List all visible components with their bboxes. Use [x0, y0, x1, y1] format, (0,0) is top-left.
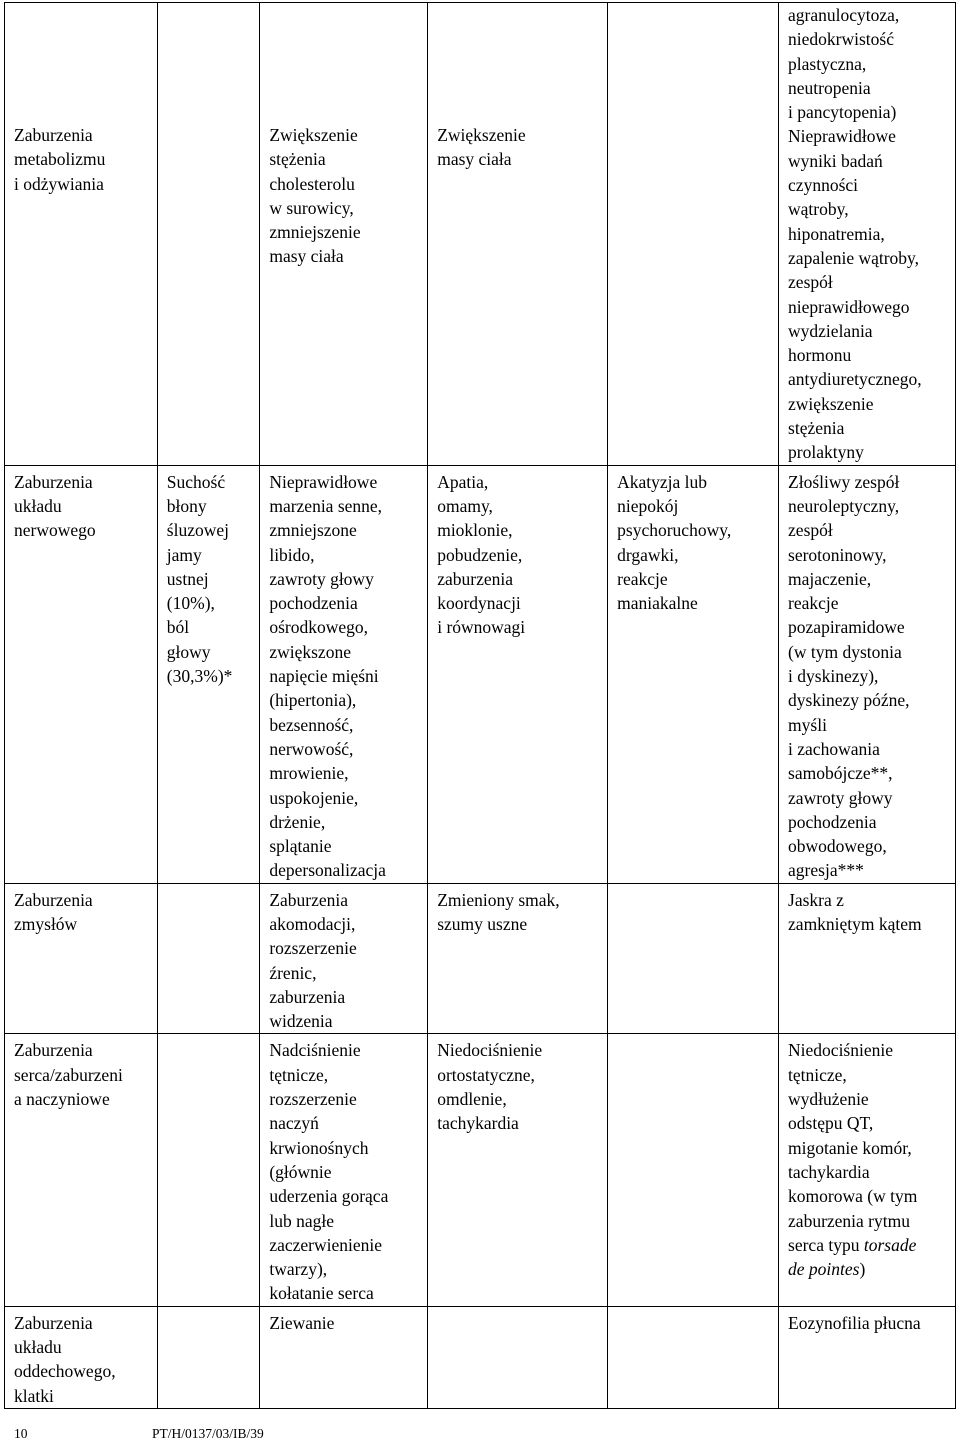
unknown-frequency-cell: agranulocytoza, niedokrwistość plastyczna, neutropenia i pancytopenia) Nieprawidłowe wyniki badań czynności wątroby, hiponatremia, zapalenie wątroby, zespół nieprawidłowego wydzielania hormonu antydiuretycznego, zwiększenie stężenia prolaktyny	[779, 3, 956, 466]
common-cell: Zwiększenie stężenia cholesterolu w surowicy, zmniejszenie masy ciała	[260, 3, 428, 466]
unknown-italic-text: torsade de pointes	[788, 1234, 917, 1280]
uncommon-cell: Zwiększenie masy ciała	[428, 3, 608, 466]
very-common-cell: Suchość błony śluzowej jamy ustnej (10%), ból głowy (30,3%)*	[157, 465, 260, 883]
unknown-text: Niedociśnienie tętnicze, wydłużenie odstępu QT, migotanie komór, tachykardia komorowa (w tym zaburzenia rytmu serca typu	[788, 1040, 918, 1255]
uncommon-cell: Niedociśnienie ortostatyczne, omdlenie, tachykardia	[428, 1034, 608, 1306]
soc-cell: Zaburzenia układu oddechowego, klatki	[5, 1306, 158, 1408]
uncommon-cell: Zmieniony smak, szumy uszne	[428, 883, 608, 1034]
very-common-cell	[157, 1306, 260, 1408]
soc-cell: Zaburzenia zmysłów	[5, 883, 158, 1034]
table-row	[5, 465, 956, 883]
rare-cell: Akatyzja lub niepokój psychoruchowy, drgawki, reakcje maniakalne	[608, 465, 779, 883]
unknown-frequency-cell: Eozynofilia płucna	[779, 1306, 956, 1408]
unknown-frequency-cell	[779, 1034, 956, 1306]
page-number: 10	[14, 1426, 28, 1441]
uncommon-cell: Apatia, omamy, mioklonie, pobudzenie, zaburzenia koordynacji i równowagi	[428, 465, 608, 883]
soc-cell: Zaburzenia metabolizmu i odżywiania	[5, 3, 158, 466]
common-cell: Ziewanie	[260, 1306, 428, 1408]
table-row	[5, 1034, 956, 1306]
document-code: PT/H/0137/03/IB/39	[152, 1426, 264, 1441]
rare-cell	[608, 1034, 779, 1306]
common-cell: Nadciśnienie tętnicze, rozszerzenie naczyń krwionośnych (głównie uderzenia gorąca lub nagłe zaczerwienienie twarzy), kołatanie serca	[260, 1034, 428, 1306]
unknown-closing-text: )	[859, 1259, 866, 1280]
table-row	[5, 3, 956, 466]
soc-cell: Zaburzenia układu nerwowego	[5, 465, 158, 883]
common-cell: Nieprawidłowe marzenia senne, zmniejszone libido, zawroty głowy pochodzenia ośrodkowego, zwiększone napięcie mięśni (hipertonia), bezsenność, nerwowość, mrowienie, uspokojenie, drżenie, splątanie depersonalizacja	[260, 465, 428, 883]
adverse-reactions-table	[4, 2, 956, 1409]
unknown-frequency-cell: Złośliwy zespół neuroleptyczny, zespół serotoninowy, majaczenie, reakcje pozapiramidowe (w tym dystonia i dyskinezy), dyskinezy późne, myśli i zachowania samobójcze**, zawroty głowy pochodzenia obwodowego, agresja***	[779, 465, 956, 883]
uncommon-cell	[428, 1306, 608, 1408]
unknown-frequency-cell: Jaskra z zamkniętym kątem	[779, 883, 956, 1034]
rare-cell	[608, 3, 779, 466]
very-common-cell	[157, 883, 260, 1034]
table-row	[5, 1306, 956, 1408]
very-common-cell	[157, 3, 260, 466]
very-common-cell	[157, 1034, 260, 1306]
rare-cell	[608, 1306, 779, 1408]
common-cell: Zaburzenia akomodacji, rozszerzenie źrenic, zaburzenia widzenia	[260, 883, 428, 1034]
soc-cell: Zaburzenia serca/zaburzeni a naczyniowe	[5, 1034, 158, 1306]
rare-cell	[608, 883, 779, 1034]
table-row	[5, 883, 956, 1034]
